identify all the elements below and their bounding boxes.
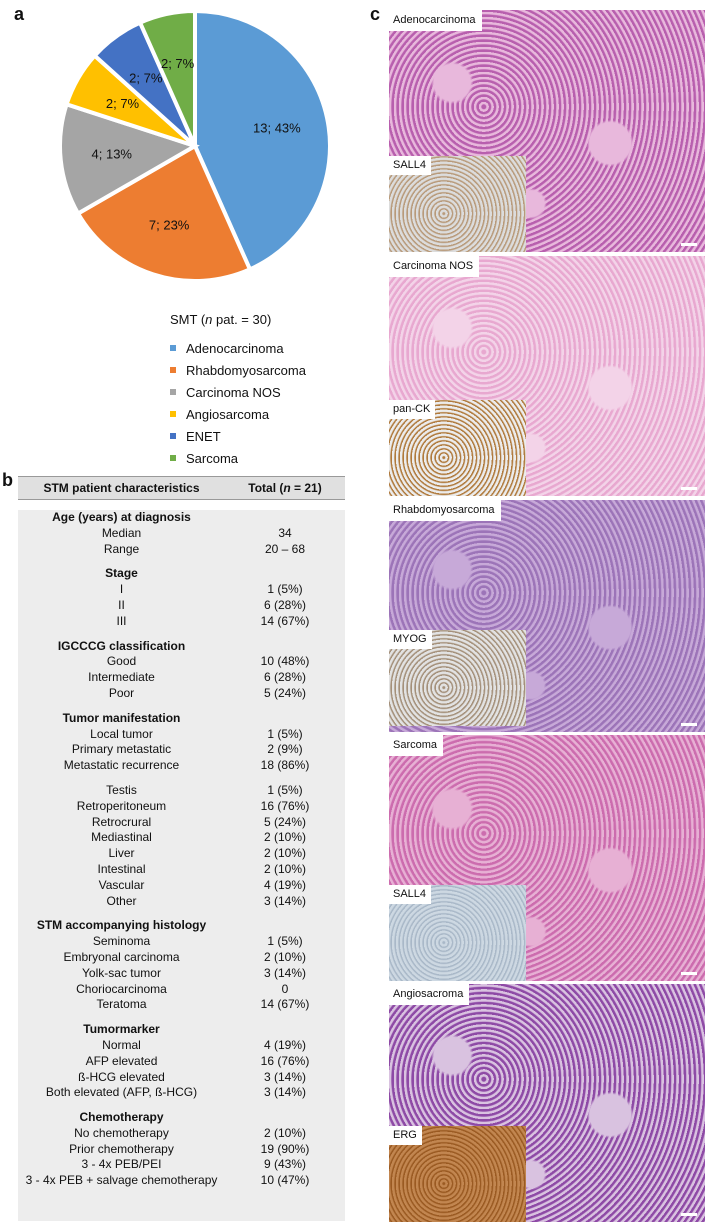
row-label: Yolk-sac tumor — [82, 965, 161, 980]
table-gap — [18, 909, 345, 918]
table-section-header — [18, 1022, 345, 1038]
ihc-inset-label: ERG — [389, 1126, 422, 1145]
panel-letter-b: b — [2, 470, 13, 490]
histology-label: Rhabdomyosarcoma — [389, 500, 501, 521]
row-value: 5 (24%) — [263, 685, 307, 700]
row-label: Seminoma — [92, 934, 151, 949]
ihc-inset-image — [389, 885, 526, 981]
section-label: IGCCCG classification — [57, 638, 186, 653]
row-label: Local tumor — [90, 726, 153, 741]
row-label: Intestinal — [97, 861, 146, 876]
pie-slice-label-0: 13; 43% — [253, 120, 301, 136]
row-value: 4 (19%) — [263, 877, 307, 892]
scale-bar — [681, 723, 697, 726]
table-header — [18, 476, 345, 500]
histology-panel — [389, 10, 705, 1222]
section-label: Age (years) at diagnosis — [52, 510, 191, 524]
histology-image — [389, 10, 705, 252]
histology-label: Adenocarcinoma — [389, 10, 482, 31]
histology-label: Sarcoma — [389, 735, 443, 756]
pie-legend — [170, 312, 390, 469]
legend-swatch — [170, 367, 176, 373]
row-label: Good — [106, 654, 137, 669]
row-value: 3 (14%) — [263, 965, 307, 980]
table-section-header — [18, 639, 345, 655]
ihc-inset-image — [389, 1126, 526, 1222]
row-label: Median — [101, 525, 142, 540]
row-value: 18 (86%) — [260, 758, 310, 773]
table-row — [18, 1054, 345, 1070]
legend-swatch — [170, 345, 176, 351]
pie-slice-label-3: 2; 7% — [105, 96, 140, 112]
row-value: 16 (76%) — [260, 1053, 310, 1068]
row-label: Liver — [108, 846, 135, 861]
table-row — [18, 614, 345, 630]
row-value: 0 — [281, 981, 289, 996]
row-label: Intermediate — [88, 670, 155, 685]
ihc-inset-label: MYOG — [389, 630, 432, 649]
row-value: 4 (19%) — [263, 1037, 307, 1052]
table-row — [18, 1126, 345, 1142]
row-label: I — [119, 582, 124, 597]
table-row — [18, 582, 345, 598]
row-label: III — [116, 613, 127, 628]
row-label: Retroperitoneum — [76, 798, 167, 813]
ihc-inset-label: SALL4 — [389, 156, 431, 175]
legend-item — [170, 381, 390, 403]
legend-item — [170, 359, 390, 381]
histology-image — [389, 256, 705, 496]
histology-label: Carcinoma NOS — [389, 256, 479, 277]
row-value: 10 (48%) — [260, 654, 310, 669]
legend-item — [170, 425, 390, 447]
table-row — [18, 526, 345, 542]
legend-swatch — [170, 411, 176, 417]
table-row — [18, 758, 345, 774]
pie-chart — [30, 6, 360, 336]
section-label: Chemotherapy — [79, 1110, 164, 1125]
row-value: 2 (10%) — [263, 1125, 307, 1140]
row-value: 3 (14%) — [263, 1085, 307, 1100]
table-row — [18, 966, 345, 982]
table-section-header — [18, 510, 345, 526]
chart-title: SMT (n pat. = 30) — [170, 312, 272, 327]
row-value: 10 (47%) — [260, 1173, 310, 1188]
table-gap — [18, 630, 345, 639]
section-label: STM accompanying histology — [36, 918, 207, 933]
table-row — [18, 1085, 345, 1101]
row-label: II — [118, 597, 125, 612]
row-value: 14 (67%) — [260, 613, 310, 628]
table-gap — [18, 774, 345, 783]
table-section-header — [18, 566, 345, 582]
legend-swatch — [170, 433, 176, 439]
row-value: 34 — [278, 525, 292, 540]
table-row — [18, 846, 345, 862]
table-row — [18, 997, 345, 1013]
table-row — [18, 862, 345, 878]
legend-label: ENET — [186, 428, 221, 444]
legend-label: Rhabdomyosarcoma — [186, 362, 306, 378]
section-label: Tumor manifestation — [62, 710, 181, 725]
legend-label: Adenocarcinoma — [186, 340, 284, 356]
row-label: Prior chemotherapy — [69, 1141, 174, 1156]
ihc-inset-label: SALL4 — [389, 885, 431, 904]
row-value: 6 (28%) — [263, 670, 307, 685]
scale-bar — [681, 1213, 697, 1216]
table-row — [18, 686, 345, 702]
table-row — [18, 742, 345, 758]
row-value: 1 (5%) — [267, 582, 303, 597]
legend-item — [170, 337, 390, 359]
table-row — [18, 982, 345, 998]
ihc-inset-image — [389, 630, 526, 726]
pie-slice-label-1: 7; 23% — [148, 217, 190, 233]
row-label: Embryonal carcinoma — [63, 949, 180, 964]
row-label: No chemotherapy — [74, 1125, 169, 1140]
row-value: 14 (67%) — [260, 997, 310, 1012]
table-row — [18, 830, 345, 846]
row-label: Choriocarcinoma — [76, 981, 167, 996]
row-value: 2 (10%) — [263, 846, 307, 861]
pie-slice-label-5: 2; 7% — [160, 56, 195, 72]
scale-bar — [681, 487, 697, 490]
table-gap — [18, 702, 345, 711]
legend-label: Carcinoma NOS — [186, 384, 281, 400]
row-value: 20 – 68 — [264, 541, 306, 556]
table-row — [18, 542, 345, 558]
table-row — [18, 670, 345, 686]
row-label: Testis — [106, 782, 137, 797]
panel-letter-c: c — [370, 4, 381, 24]
ihc-inset-image — [389, 400, 526, 496]
row-value: 5 (24%) — [263, 814, 307, 829]
table-gap — [18, 1101, 345, 1110]
row-label: Metastatic recurrence — [63, 758, 180, 773]
header-total: Total (n = 21) — [248, 481, 322, 495]
row-value: 6 (28%) — [263, 597, 307, 612]
row-value: 3 (14%) — [263, 1069, 307, 1084]
table-row — [18, 894, 345, 910]
table-row — [18, 1038, 345, 1054]
table-spacer — [18, 500, 345, 510]
table-row — [18, 934, 345, 950]
row-value: 2 (10%) — [263, 830, 307, 845]
histology-label: Angiosacroma — [389, 984, 469, 1005]
row-value: 16 (76%) — [260, 798, 310, 813]
table-row — [18, 1173, 345, 1189]
header-characteristics: STM patient characteristics — [43, 481, 200, 495]
table-gap — [18, 1013, 345, 1022]
row-label: ß-HCG elevated — [78, 1069, 165, 1084]
scale-bar — [681, 243, 697, 246]
row-value: 2 (10%) — [263, 861, 307, 876]
row-label: Both elevated (AFP, ß-HCG) — [45, 1085, 198, 1100]
row-label: Retrocrural — [91, 814, 152, 829]
table-row — [18, 783, 345, 799]
row-label: Poor — [108, 685, 135, 700]
table-section-header — [18, 1110, 345, 1126]
table-gap — [18, 557, 345, 566]
table-row — [18, 727, 345, 743]
ihc-inset-label: pan-CK — [389, 400, 435, 419]
row-value: 19 (90%) — [260, 1141, 310, 1156]
legend-label: Angiosarcoma — [186, 406, 270, 422]
row-label: Primary metastatic — [71, 742, 172, 757]
row-value: 3 (14%) — [263, 893, 307, 908]
row-label: Vascular — [98, 877, 145, 892]
legend-label: Sarcoma — [186, 450, 239, 466]
pie-slice-label-4: 2; 7% — [129, 70, 163, 86]
table-row — [18, 799, 345, 815]
table-row — [18, 950, 345, 966]
table-section-header — [18, 918, 345, 934]
row-value: 2 (9%) — [267, 742, 303, 757]
histology-image — [389, 500, 705, 732]
characteristics-table — [18, 476, 345, 1221]
section-label: Stage — [105, 566, 138, 581]
row-label: Other — [106, 893, 137, 908]
row-label: Mediastinal — [91, 830, 152, 845]
pie-slice-label-2: 4; 13% — [91, 146, 133, 162]
legend-swatch — [170, 389, 176, 395]
ihc-inset-image — [389, 156, 526, 252]
table-row — [18, 1070, 345, 1086]
table-row — [18, 1157, 345, 1173]
legend-swatch — [170, 455, 176, 461]
legend-item — [170, 447, 390, 469]
row-label: Teratoma — [96, 997, 147, 1012]
row-value: 1 (5%) — [267, 726, 303, 741]
row-label: 3 - 4x PEB/PEI — [81, 1157, 162, 1172]
row-label: 3 - 4x PEB + salvage chemotherapy — [25, 1173, 218, 1188]
row-value: 2 (10%) — [263, 949, 307, 964]
table-section-header — [18, 711, 345, 727]
row-label: AFP elevated — [85, 1053, 158, 1068]
section-label: Tumormarker — [83, 1022, 160, 1037]
histology-image — [389, 984, 705, 1222]
row-value: 1 (5%) — [267, 782, 303, 797]
table-row — [18, 878, 345, 894]
table-row — [18, 654, 345, 670]
table-row — [18, 815, 345, 831]
legend-item — [170, 403, 390, 425]
table-row — [18, 1142, 345, 1158]
row-label: Range — [103, 541, 140, 556]
row-value: 1 (5%) — [267, 934, 303, 949]
row-label: Normal — [102, 1037, 141, 1052]
histology-image — [389, 735, 705, 981]
table-row — [18, 598, 345, 614]
panel-letter-a: a — [14, 4, 25, 24]
scale-bar — [681, 972, 697, 975]
row-value: 9 (43%) — [263, 1157, 307, 1172]
